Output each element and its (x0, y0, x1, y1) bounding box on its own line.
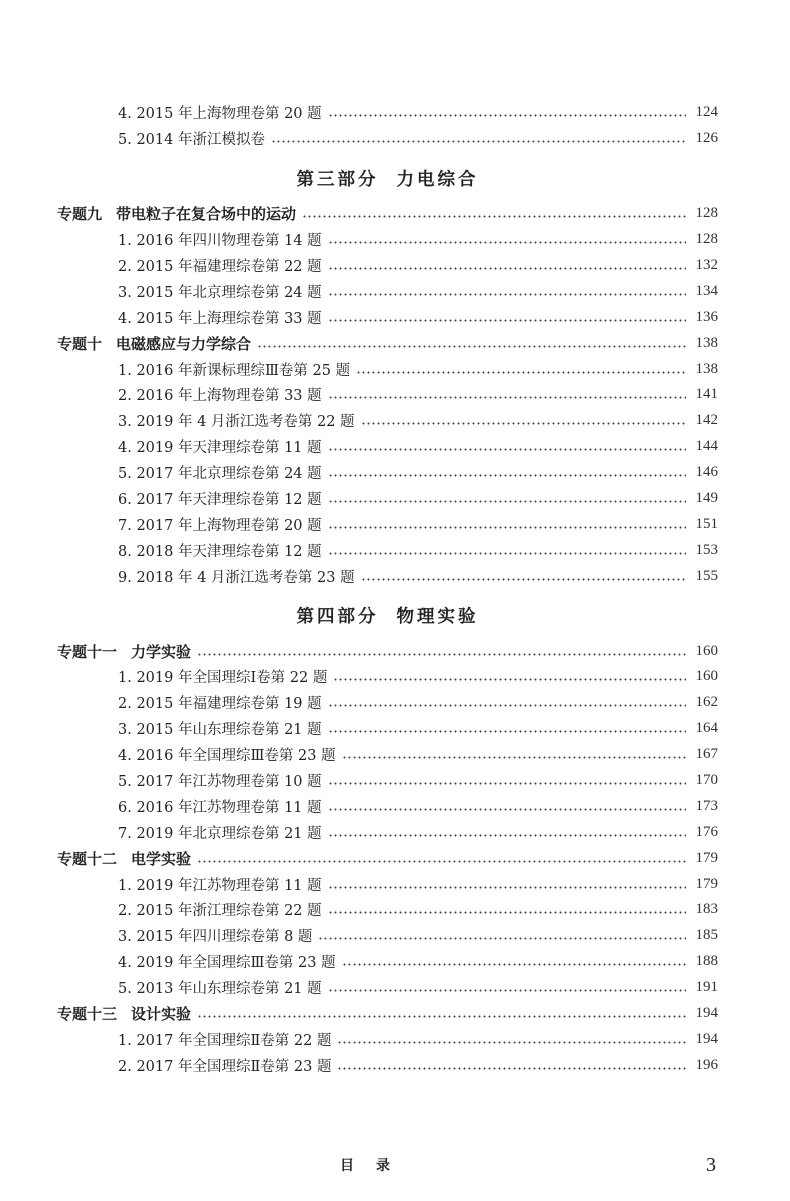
page-ref: 194 (695, 1005, 718, 1022)
toc-item-row[interactable] (57, 434, 718, 460)
entry-title: 1. 2019 年全国理综Ⅰ卷第 22 题 (118, 670, 328, 687)
entry-label (118, 822, 322, 843)
dot-leader (328, 989, 686, 992)
dot-leader (197, 860, 686, 863)
toc-item-row[interactable] (57, 356, 718, 382)
dot-leader (328, 474, 686, 477)
topic-number: 专题十一 (57, 642, 118, 661)
page-ref: 149 (695, 490, 718, 507)
dot-leader (342, 963, 686, 966)
entry-label (57, 1003, 191, 1024)
toc-item-row[interactable] (57, 537, 718, 563)
entry-label (118, 951, 336, 972)
dot-leader (328, 808, 686, 811)
entry-label (118, 692, 322, 713)
dot-leader (337, 1041, 686, 1044)
page-ref: 142 (695, 412, 718, 429)
dot-leader (328, 396, 686, 399)
dot-leader (328, 448, 686, 451)
dot-leader (328, 241, 686, 244)
entry-label (118, 540, 322, 561)
entry-title: 9. 2018 年 4 月浙江选考卷第 23 题 (118, 569, 355, 586)
page-ref: 188 (695, 953, 718, 970)
dot-leader (361, 578, 686, 581)
entry-label (118, 1055, 331, 1076)
topic-number: 专题十 (57, 334, 103, 353)
toc-item-row[interactable] (57, 304, 718, 330)
entry-title: 4. 2015 年上海理综卷第 33 题 (118, 310, 322, 327)
dot-leader (328, 704, 686, 707)
entry-title: 3. 2015 年山东理综卷第 21 题 (118, 722, 322, 739)
entry-title: 设计实验 (131, 1005, 192, 1024)
page-ref: 141 (695, 386, 718, 403)
entry-label (118, 384, 322, 405)
entry-label (118, 102, 322, 123)
toc-item-row[interactable] (57, 664, 718, 690)
page-ref: 179 (695, 875, 718, 892)
entry-title: 4. 2016 年全国理综Ⅲ卷第 23 题 (118, 748, 336, 765)
entry-title: 2. 2015 年福建理综卷第 22 题 (118, 259, 322, 275)
running-footer-title: 目录 (340, 1158, 412, 1174)
entry-label (118, 359, 350, 380)
page-ref: 173 (695, 797, 718, 814)
toc-item-row[interactable] (57, 486, 718, 512)
entry-title: 8. 2018 年天津理综卷第 12 题 (118, 543, 322, 560)
entry-label (118, 1029, 331, 1050)
page-ref: 138 (695, 360, 718, 377)
entry-title: 4. 2015 年上海物理卷第 20 题 (118, 106, 322, 123)
toc-item-row[interactable] (57, 949, 718, 975)
toc-item-row[interactable] (57, 511, 718, 537)
page-ref: 146 (695, 464, 718, 481)
entry-label (118, 255, 322, 276)
toc-item-row[interactable] (57, 819, 718, 845)
dot-leader (342, 756, 686, 759)
entry-title: 3. 2015 年北京理综卷第 24 题 (118, 284, 322, 301)
page-ref: 126 (695, 130, 718, 147)
page-ref: 170 (695, 772, 718, 789)
page-ref: 160 (695, 668, 718, 685)
toc-item-row[interactable] (57, 126, 718, 152)
dot-leader (328, 911, 686, 914)
dot-leader (337, 1067, 686, 1070)
entry-title: 1. 2016 年新课标理综Ⅲ卷第 25 题 (118, 362, 351, 379)
entry-title: 2. 2015 年浙江理综卷第 22 题 (118, 903, 322, 920)
page-ref: 155 (695, 567, 718, 584)
page-ref: 179 (695, 849, 718, 866)
entry-label (118, 488, 322, 509)
entry-label (118, 307, 322, 328)
dot-leader (328, 552, 686, 555)
toc-topic-row[interactable] (57, 845, 718, 871)
dot-leader (328, 834, 686, 837)
entry-title: 力学实验 (131, 642, 192, 661)
dot-leader (356, 371, 686, 374)
dot-leader (361, 422, 686, 425)
topic-number: 专题十二 (57, 849, 118, 868)
entry-title: 1. 2019 年江苏物理卷第 11 题 (118, 877, 322, 894)
entry-title: 带电粒子在复合场中的运动 (116, 205, 297, 224)
entry-label (118, 410, 355, 431)
page-ref: 183 (695, 901, 718, 918)
topic-number: 专题十三 (57, 1005, 118, 1024)
dot-leader (328, 886, 686, 889)
toc-item-row[interactable] (57, 871, 718, 897)
toc-item-row[interactable] (57, 563, 718, 589)
toc-item-row[interactable] (57, 897, 718, 923)
entry-title: 电磁感应与力学综合 (116, 334, 252, 353)
toc-topic-row[interactable] (57, 201, 718, 227)
entry-label (118, 462, 322, 483)
page-ref: 144 (695, 438, 718, 455)
page-ref: 162 (695, 694, 718, 711)
toc-item-row[interactable] (57, 253, 718, 279)
entry-label (118, 874, 322, 895)
part-number: 第四部分 (296, 607, 379, 628)
entry-label (57, 333, 251, 354)
entry-label (118, 281, 322, 302)
toc-item-row[interactable] (57, 100, 718, 126)
toc-item-row[interactable] (57, 742, 718, 768)
entry-label (118, 796, 322, 817)
entry-title: 1. 2016 年四川物理卷第 14 题 (118, 233, 322, 250)
entry-title: 1. 2017 年全国理综Ⅱ卷第 22 题 (118, 1032, 332, 1049)
part-title: 物理实验 (396, 607, 479, 628)
toc-item-row[interactable] (57, 923, 718, 949)
toc-topic-row[interactable] (57, 638, 718, 664)
page-ref: 194 (695, 1030, 718, 1047)
dot-leader (328, 293, 686, 296)
page-ref: 136 (695, 308, 718, 325)
toc-item-row[interactable] (57, 460, 718, 486)
page-ref: 151 (695, 515, 718, 532)
page-ref: 164 (695, 720, 718, 737)
dot-leader (328, 267, 686, 270)
page-ref: 128 (695, 205, 718, 222)
part-number: 第三部分 (296, 169, 379, 190)
toc-topic-row[interactable] (57, 1001, 718, 1027)
entry-label (118, 666, 327, 687)
toc-item-row[interactable] (57, 278, 718, 304)
entry-label (118, 566, 355, 587)
toc-item-row[interactable] (57, 793, 718, 819)
page-ref: 196 (695, 1056, 718, 1073)
dot-leader (328, 319, 686, 322)
page-ref: 134 (695, 282, 718, 299)
part-heading (57, 604, 718, 630)
entry-label (118, 718, 322, 739)
page-ref: 153 (695, 541, 718, 558)
toc-item-row[interactable] (57, 227, 718, 253)
entry-title: 5. 2017 年江苏物理卷第 10 题 (118, 774, 322, 791)
page-ref: 124 (695, 104, 718, 121)
entry-label (57, 641, 191, 662)
dot-leader (328, 782, 686, 785)
toc-item-row[interactable] (57, 408, 718, 434)
entry-label (118, 977, 322, 998)
toc-item-row[interactable] (57, 382, 718, 408)
page-ref: 128 (695, 231, 718, 248)
entry-label (118, 229, 322, 250)
toc-topic-row[interactable] (57, 330, 718, 356)
entry-title: 6. 2016 年江苏物理卷第 11 题 (118, 799, 322, 816)
dot-leader (197, 653, 686, 656)
dot-leader (271, 140, 686, 143)
entry-title: 3. 2019 年 4 月浙江选考卷第 22 题 (118, 414, 355, 431)
entry-title: 6. 2017 年天津理综卷第 12 题 (118, 492, 322, 509)
dot-leader (318, 937, 686, 940)
dot-leader (197, 1015, 686, 1018)
entry-title: 电学实验 (131, 849, 192, 868)
dot-leader (328, 730, 686, 733)
entry-title: 2. 2016 年上海物理卷第 33 题 (118, 388, 322, 405)
entry-label (118, 770, 322, 791)
entry-title: 5. 2017 年北京理综卷第 24 题 (118, 466, 322, 483)
entry-title: 2. 2017 年全国理综Ⅱ卷第 23 题 (118, 1058, 332, 1075)
entry-title: 2. 2015 年福建理综卷第 19 题 (118, 696, 322, 713)
entry-label (118, 128, 265, 149)
part-heading (57, 167, 718, 193)
entry-title: 4. 2019 年全国理综Ⅲ卷第 23 题 (118, 955, 336, 972)
entry-title: 3. 2015 年四川理综卷第 8 题 (118, 929, 313, 946)
entry-label (57, 848, 191, 869)
toc-item-row[interactable] (57, 690, 718, 716)
page-ref: 191 (695, 979, 718, 996)
toc-item-row[interactable] (57, 768, 718, 794)
dot-leader (328, 114, 686, 117)
page-ref: 167 (695, 746, 718, 763)
page-ref: 138 (695, 334, 718, 351)
toc-item-row[interactable] (57, 975, 718, 1001)
entry-label (118, 744, 336, 765)
dot-leader (328, 500, 686, 503)
entry-title: 7. 2019 年北京理综卷第 21 题 (118, 825, 322, 842)
entry-title: 4. 2019 年天津理综卷第 11 题 (118, 440, 322, 457)
entry-label (118, 436, 322, 457)
entry-label (118, 925, 312, 946)
toc-item-row[interactable] (57, 1027, 718, 1053)
entry-title: 7. 2017 年上海物理卷第 20 题 (118, 517, 322, 534)
toc-item-row[interactable] (57, 716, 718, 742)
dot-leader (328, 526, 686, 529)
entry-label (57, 203, 296, 224)
entry-title: 5. 2014 年浙江模拟卷 (118, 132, 265, 149)
dot-leader (302, 215, 686, 218)
page-ref: 160 (695, 642, 718, 659)
topic-number: 专题九 (57, 205, 103, 224)
page-ref: 176 (695, 823, 718, 840)
page-number: 3 (706, 1154, 716, 1176)
dot-leader (333, 678, 686, 681)
page-ref: 185 (695, 927, 718, 944)
dot-leader (257, 345, 686, 348)
entry-label (118, 514, 322, 535)
entry-label (118, 899, 322, 920)
table-of-contents (57, 100, 718, 1078)
entry-title: 5. 2013 年山东理综卷第 21 题 (118, 981, 322, 998)
part-title: 力电综合 (396, 169, 479, 190)
page-ref: 132 (695, 257, 718, 273)
toc-item-row[interactable] (57, 1052, 718, 1078)
